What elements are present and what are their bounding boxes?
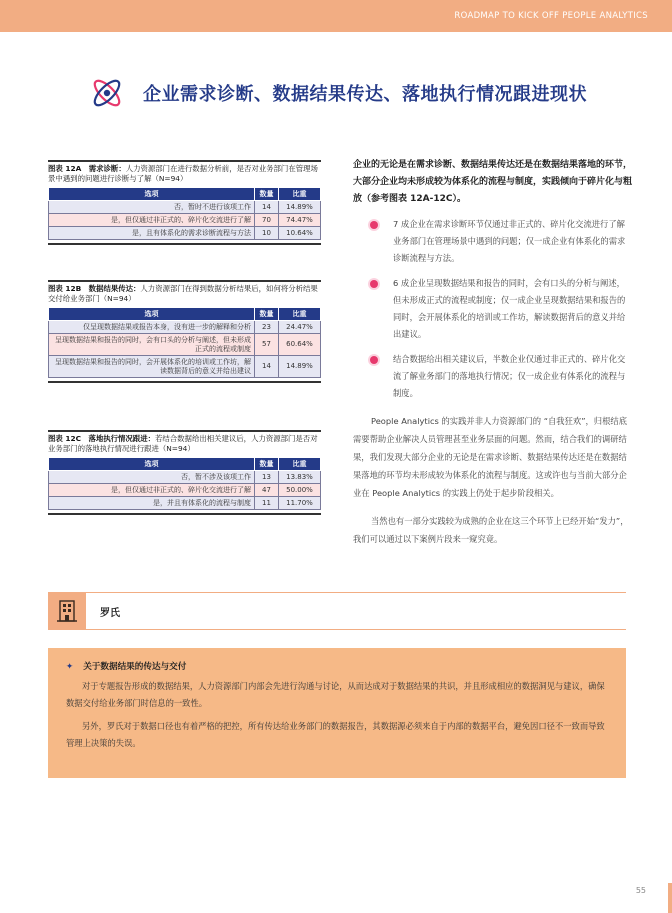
case-box: [48, 648, 626, 778]
col-header-pct: 比重: [279, 188, 321, 201]
case-paragraph: 对于专题报告形成的数据结果，人力资源部门内部会先进行沟通与讨论，从而达成对于数据结果的共识，并且形成相应的数据洞见与建议，确保数据交付给业务部门时信息的一致性。: [66, 681, 605, 708]
data-table: [48, 457, 321, 510]
body-paragraph: People Analytics 的实践并非人力资源部门的 “自我狂欢”，归根结底需要帮助企业解决人员管理甚至业务层面的问题。然而，结合我们的调研结果，我们发现大部分企业的无论是在需求诊断、数据结果传达还是在数据结果落地的环节均未形成较为体系化的流程与制度。这或许也与当前大部分企业在 People Analytics 的实践上仍处于起步阶段相关。: [353, 416, 627, 498]
col-header-pct: 比重: [279, 458, 321, 471]
table-caption: 图表 12B 数据结果传达：人力资源部门在得到数据分析结果后，如何将分析结果交付给业务部门（N=94）: [48, 280, 321, 304]
data-table: [48, 187, 321, 240]
bullet-dot-icon: [370, 356, 378, 364]
plus-icon: ✦: [66, 662, 74, 672]
col-header-count: 数量: [255, 458, 279, 471]
col-header-pct: 比重: [279, 308, 321, 321]
case-heading: ✦ 关于数据结果的传达与交付: [66, 662, 187, 672]
col-header-option: 选项: [49, 458, 255, 471]
table-row: 是，且有体系化的需求诊断流程与方法 10 10.64%: [49, 227, 321, 240]
bullet-item: 7 成企业在需求诊断环节仅通过非正式的、碎片化交流进行了解业务部门在管理场景中遇到的问题；仅一成企业有体系化的需求诊断流程与方法。: [353, 216, 633, 267]
page-number: 55: [635, 886, 646, 895]
case-company-name: 罗氏: [100, 608, 120, 619]
col-header-count: 数量: [255, 188, 279, 201]
table-row: 是，并且有体系化的流程与制度 11 11.70%: [49, 497, 321, 510]
table-12c: [48, 430, 321, 515]
bullet-item: 结合数据给出相关建议后，半数企业仅通过非正式的、碎片化交流了解业务部门的落地执行情况；仅一成企业有体系化的流程与制度。: [353, 351, 633, 402]
table-row: 呈现数据结果和报告的同时，会开展体系化的培训或工作坊，解读数据背后的意义并给出建议 14 14.89%: [49, 356, 321, 378]
lead-paragraph: 企业的无论是在需求诊断、数据结果传达还是在数据结果落地的环节，大部分企业均未形成较为体系化的流程与制度，实践倾向于碎片化与粗放（参考图表 12A-12C）。: [353, 160, 633, 204]
table-row: 否，暂不涉及该项工作 13 13.83%: [49, 471, 321, 484]
bullet-dot-icon: [370, 221, 378, 229]
header-bar: [0, 0, 672, 32]
table-row: 是，但仅通过非正式的、碎片化交流进行了解 70 74.47%: [49, 214, 321, 227]
edge-stripe: [668, 883, 672, 913]
table-12a: [48, 160, 321, 245]
table-row: 呈现数据结果和报告的同时，会有口头的分析与阐述，但未形成正式的流程或制度 57 60.64%: [49, 334, 321, 356]
atom-icon: [88, 74, 126, 112]
data-table: [48, 307, 321, 378]
table-row: 仅呈现数据结果或报告本身，没有进一步的解释和分析 23 24.47%: [49, 321, 321, 334]
bullet-item: 6 成企业呈现数据结果和报告的同时，会有口头的分析与阐述，但未形成正式的流程或制度；仅一成企业呈现数据结果和报告的同时，会开展体系化的培训或工作坊，解读数据背后的意义并给出建议。: [353, 275, 633, 343]
bullet-dot-icon: [370, 280, 378, 288]
table-caption: 图表 12A 需求诊断：人力资源部门在进行数据分析前，是否对业务部门在管理场景中遇到的问题进行诊断与了解（N=94）: [48, 160, 321, 184]
col-header-option: 选项: [49, 188, 255, 201]
table-caption: 图表 12C 落地执行情况跟进：若结合数据给出相关建议后，人力资源部门是否对业务部门的落地执行情况进行跟进（N=94）: [48, 430, 321, 454]
case-header: [48, 592, 626, 630]
building-icon: [48, 593, 86, 629]
table-row: 否，暂时不进行该项工作 14 14.89%: [49, 201, 321, 214]
col-header-count: 数量: [255, 308, 279, 321]
body-paragraph: 当然也有一部分实践较为成熟的企业在这三个环节上已经开始“发力”，我们可以通过以下案例片段来一窥究竟。: [353, 516, 629, 544]
col-header-option: 选项: [49, 308, 255, 321]
running-title: ROADMAP TO KICK OFF PEOPLE ANALYTICS: [454, 11, 648, 21]
case-paragraph: 另外，罗氏对于数据口径也有着严格的把控，所有传达给业务部门的数据报告，其数据源必须来自于内部的数据平台，避免因口径不一致而导致管理上决策的失误。: [66, 721, 605, 748]
right-column: [353, 157, 633, 548]
case-icon-box: [48, 593, 86, 629]
table-12b: [48, 280, 321, 383]
table-row: 是，但仅通过非正式的、碎片化交流进行了解 47 50.00%: [49, 484, 321, 497]
page-title: 企业需求诊断、数据结果传达、落地执行情况跟进现状: [143, 84, 587, 105]
